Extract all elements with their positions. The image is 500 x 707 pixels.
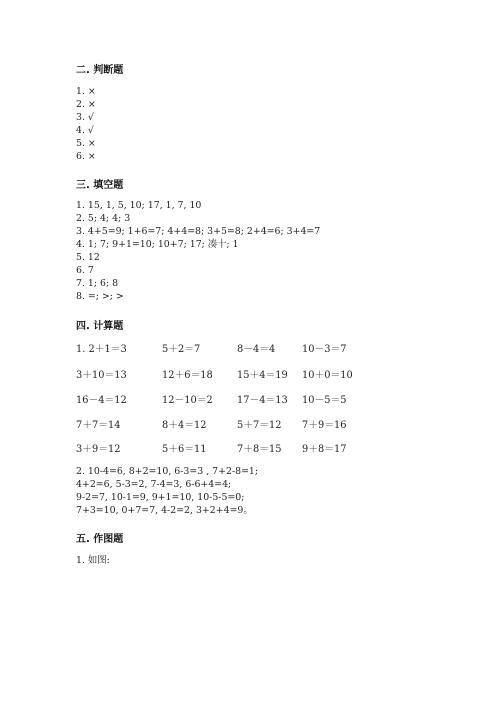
fill-answer-5: 5. 12 [76, 252, 100, 263]
calc-cell: 3＋9＝12 [76, 444, 121, 455]
calc-cell: 12＋6＝18 [162, 370, 213, 381]
fill-answer-2: 2. 5; 4; 4; 3 [76, 213, 131, 224]
calc-cell: 8＋4＝12 [162, 420, 207, 431]
calc-cell: 9＋8＝17 [302, 444, 347, 455]
section-title-judge: 二. 判断题 [76, 65, 124, 76]
calc-cell: 3＋10＝13 [76, 370, 127, 381]
calc-cell: 12－10＝2 [162, 395, 213, 406]
fill-answer-7: 7. 1; 6; 8 [76, 278, 119, 289]
calc-cell: 5＋2＝7 [162, 344, 201, 355]
calc-part2-line-3: 9-2=7, 10-1=9, 9+1=10, 10-5-5=0; [76, 492, 245, 503]
calc-cell: 16－4＝12 [76, 395, 127, 406]
section-title-draw: 五. 作图题 [76, 534, 124, 545]
calc-part2-line-2: 4+2=6, 5-3=2, 7-4=3, 6-6+4=4; [76, 479, 232, 490]
calc-part2-line-1: 2. 10-4=6, 8+2=10, 6-3=3 , 7+2-8=1; [76, 466, 259, 477]
calc-cell: 8－4＝4 [237, 344, 276, 355]
calc-cell: 7＋9＝16 [302, 420, 347, 431]
calc-cell: 10＋0＝10 [302, 370, 353, 381]
fill-answer-8: 8. =; >; > [76, 291, 124, 302]
calc-cell: 10－3＝7 [302, 344, 347, 355]
calc-part2-line-4: 7+3=10, 0+7=7, 4-2=2, 3+2+4=9。 [76, 505, 253, 516]
section-title-calc: 四. 计算题 [76, 321, 124, 332]
calc-cell: 7＋8＝15 [237, 444, 282, 455]
calc-cell: 10－5＝5 [302, 395, 347, 406]
calc-cell: 5＋6＝11 [162, 444, 207, 455]
fill-answer-6: 6. 7 [76, 265, 94, 276]
judge-answer-3: 3. √ [76, 112, 94, 123]
judge-answer-4: 4. √ [76, 125, 94, 136]
draw-answer-1: 1. 如图: [76, 555, 110, 566]
calc-cell: 1. 2＋1＝3 [76, 344, 127, 355]
fill-answer-3: 3. 4+5=9; 1+6=7; 4+4=8; 3+5=8; 2+4=6; 3+4=7 [76, 226, 321, 237]
calc-cell: 15＋4＝19 [237, 370, 288, 381]
judge-answer-6: 6. × [76, 151, 96, 162]
fill-answer-1: 1. 15, 1, 5, 10; 17, 1, 7, 10 [76, 200, 202, 211]
calc-cell: 5＋7＝12 [237, 420, 282, 431]
judge-answer-2: 2. × [76, 99, 96, 110]
calc-cell: 17－4＝13 [237, 395, 288, 406]
section-title-fill: 三. 填空题 [76, 180, 124, 191]
calc-cell: 7＋7＝14 [76, 420, 121, 431]
fill-answer-4: 4. 1; 7; 9+1=10; 10+7; 17; 凑十; 1 [76, 239, 239, 250]
judge-answer-5: 5. × [76, 138, 96, 149]
judge-answer-1: 1. × [76, 86, 96, 97]
